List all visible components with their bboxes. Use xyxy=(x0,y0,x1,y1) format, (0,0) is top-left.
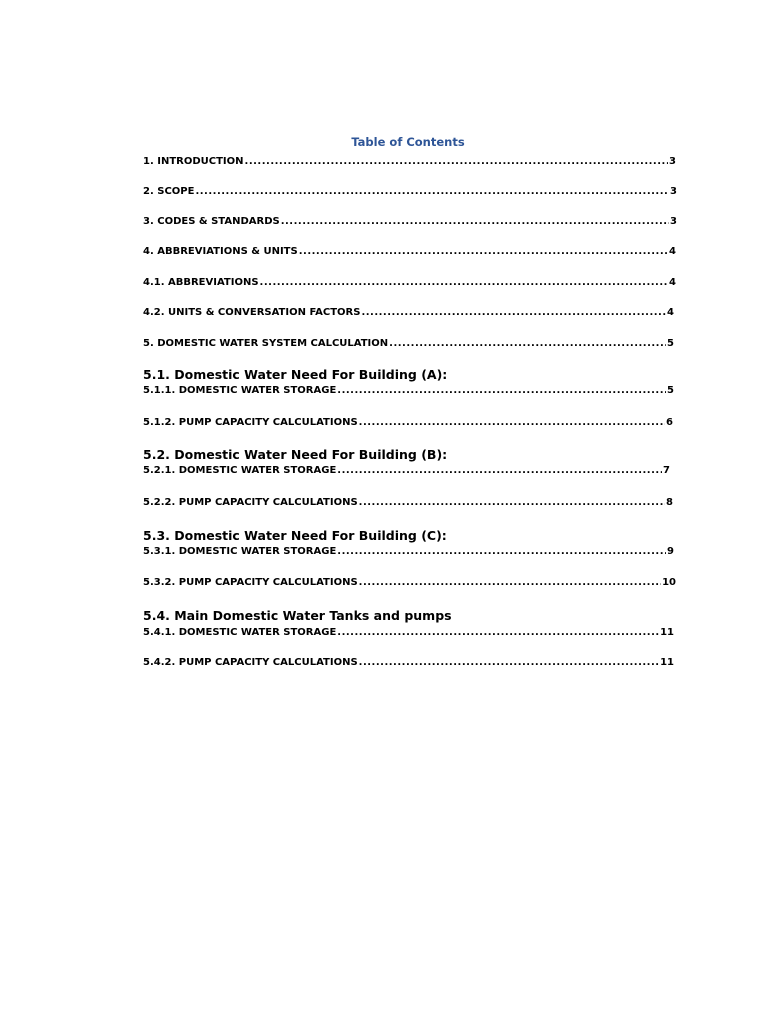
toc-leader-dots xyxy=(281,215,669,229)
toc-section-heading[interactable] xyxy=(143,607,673,624)
toc-leader-dots xyxy=(245,155,669,169)
toc-entry[interactable] xyxy=(143,384,674,398)
toc-entry-page: 4 xyxy=(669,246,676,257)
toc-entry[interactable] xyxy=(143,464,670,478)
toc-entry[interactable] xyxy=(143,656,674,670)
toc-entry[interactable] xyxy=(143,545,674,559)
toc-entry-label: 5.4.1. DOMESTIC WATER STORAGE xyxy=(143,627,337,638)
toc-entry-label: 1. INTRODUCTION xyxy=(143,156,244,167)
toc-heading-label: 5.1. Domestic Water Need For Building (A): xyxy=(143,367,448,382)
toc-entry-label: 5.1.2. PUMP CAPACITY CALCULATIONS xyxy=(143,417,358,428)
toc-entry-page: 5 xyxy=(667,338,674,349)
toc-leader-dots xyxy=(260,276,668,290)
toc-entry[interactable] xyxy=(143,276,676,290)
toc-entry-page: 5 xyxy=(667,385,674,396)
toc-entry-page: 8 xyxy=(666,497,673,508)
toc-entry-label: 5.4.2. PUMP CAPACITY CALCULATIONS xyxy=(143,657,358,668)
toc-entry[interactable] xyxy=(143,576,676,590)
toc-entry-label: 5.2.2. PUMP CAPACITY CALCULATIONS xyxy=(143,497,358,508)
toc-entry-page: 6 xyxy=(666,417,673,428)
toc-entry-label: 4.1. ABBREVIATIONS xyxy=(143,277,259,288)
toc-entry[interactable] xyxy=(143,416,673,430)
toc-leader-dots xyxy=(337,384,666,398)
toc-entry-label: 5. DOMESTIC WATER SYSTEM CALCULATION xyxy=(143,338,389,349)
toc-entry-page: 10 xyxy=(662,577,676,588)
toc-entry[interactable] xyxy=(143,306,674,320)
toc-leader-dots xyxy=(389,337,666,351)
toc-leader-dots xyxy=(337,464,662,478)
toc-heading-label: 5.4. Main Domestic Water Tanks and pumps xyxy=(143,608,452,623)
toc-title: Table of Contents xyxy=(351,135,465,149)
toc-entry-page: 11 xyxy=(660,657,674,668)
toc-section-heading[interactable] xyxy=(143,446,673,463)
toc-entry-page: 3 xyxy=(670,186,677,197)
toc-leader-dots xyxy=(359,576,661,590)
toc-heading-label: 5.3. Domestic Water Need For Building (C): xyxy=(143,528,447,543)
toc-entry[interactable] xyxy=(143,496,673,510)
toc-entry-label: 5.1.1. DOMESTIC WATER STORAGE xyxy=(143,385,337,396)
toc-leader-dots xyxy=(359,496,665,510)
toc-leader-dots xyxy=(361,306,666,320)
toc-leader-dots xyxy=(337,626,659,640)
toc-entry-label: 5.2.1. DOMESTIC WATER STORAGE xyxy=(143,465,337,476)
toc-entry-label: 4.2. UNITS & CONVERSATION FACTORS xyxy=(143,307,361,318)
toc-entry-page: 9 xyxy=(667,546,674,557)
toc-leader-dots xyxy=(195,185,669,199)
toc-entry-label: 2. SCOPE xyxy=(143,186,195,197)
toc-entry[interactable] xyxy=(143,215,677,229)
toc-entry-page: 4 xyxy=(669,277,676,288)
toc-entry-label: 5.3.2. PUMP CAPACITY CALCULATIONS xyxy=(143,577,358,588)
toc-entry-label: 3. CODES & STANDARDS xyxy=(143,216,280,227)
toc-entry[interactable] xyxy=(143,155,676,169)
toc-section-heading[interactable] xyxy=(143,527,673,544)
toc-entry-page: 11 xyxy=(660,627,674,638)
toc-entry-page: 3 xyxy=(669,156,676,167)
toc-entry-label: 5.3.1. DOMESTIC WATER STORAGE xyxy=(143,546,337,557)
toc-entry-page: 4 xyxy=(667,307,674,318)
toc-leader-dots xyxy=(299,245,668,259)
toc-leader-dots xyxy=(359,656,659,670)
toc-entry[interactable] xyxy=(143,245,676,259)
toc-entry-label: 4. ABBREVIATIONS & UNITS xyxy=(143,246,298,257)
toc-entry-page: 7 xyxy=(663,465,670,476)
toc-section-heading[interactable] xyxy=(143,366,673,383)
toc-heading-label: 5.2. Domestic Water Need For Building (B): xyxy=(143,447,448,462)
toc-leader-dots xyxy=(359,416,665,430)
toc-entry-page: 3 xyxy=(670,216,677,227)
toc-entry[interactable] xyxy=(143,337,674,351)
toc-leader-dots xyxy=(337,545,666,559)
toc-entry[interactable] xyxy=(143,185,677,199)
toc-entry[interactable] xyxy=(143,626,674,640)
